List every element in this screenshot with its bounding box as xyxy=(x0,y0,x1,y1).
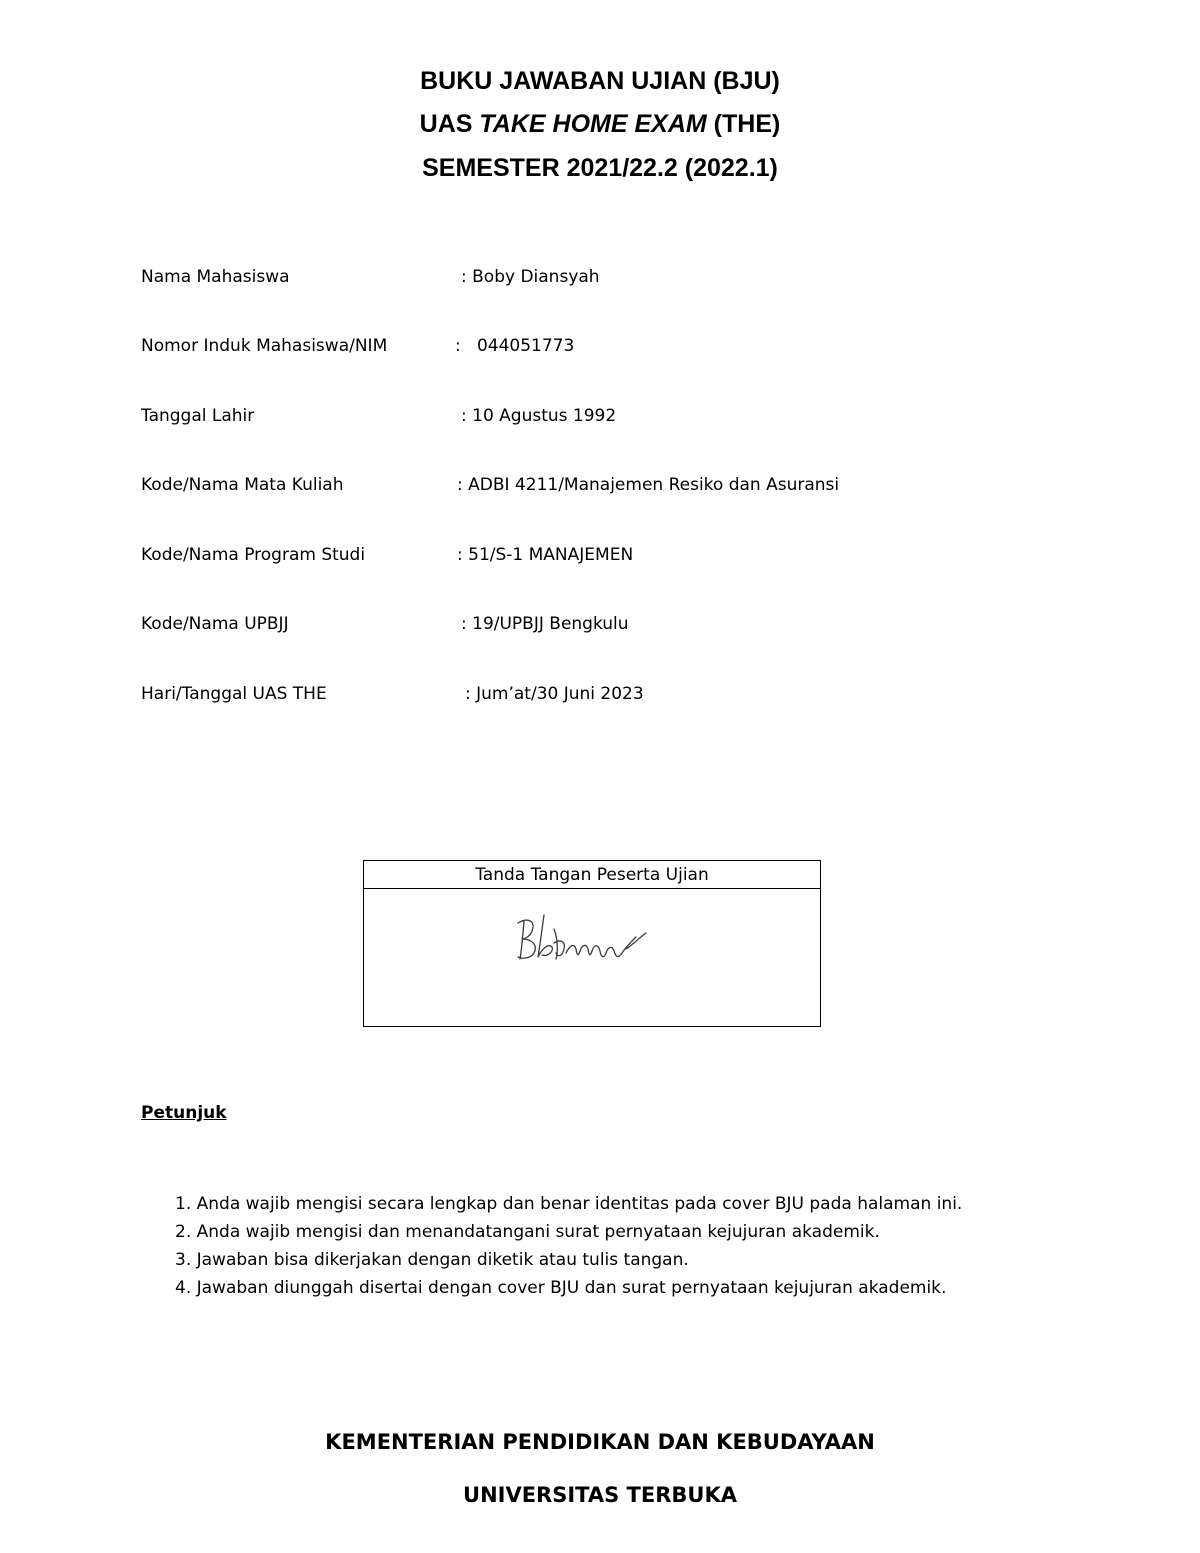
handwritten-signature xyxy=(514,909,654,971)
instruction-item: 2. Anda wajib mengisi dan menandatangani surat pernyataan kejujuran akademik. xyxy=(175,1222,880,1242)
field-value-mata-kuliah: : ADBI 4211/Manajemen Resiko dan Asuransi xyxy=(457,475,840,495)
subtitle-prefix: UAS xyxy=(419,110,480,138)
subtitle-italic: TAKE HOME EXAM xyxy=(479,110,707,138)
field-label-upbjj: Kode/Nama UPBJJ xyxy=(141,614,289,634)
instruction-item: 4. Jawaban diunggah disertai dengan cover BJU dan surat pernyataan kejujuran akademik. xyxy=(175,1278,947,1298)
semester-title: SEMESTER 2021/22.2 (2022.1) xyxy=(422,154,778,182)
document-subtitle xyxy=(0,109,1200,139)
field-row-upbjj xyxy=(141,611,1041,637)
document-title: BUKU JAWABAN UJIAN (BJU) xyxy=(420,67,780,95)
field-row-nim xyxy=(141,333,1041,359)
footer-university: UNIVERSITAS TERBUKA xyxy=(463,1483,737,1507)
subtitle-suffix: (THE) xyxy=(706,110,781,138)
field-label-program-studi: Kode/Nama Program Studi xyxy=(141,545,366,565)
field-value-nim: : 044051773 xyxy=(455,336,575,356)
instructions-list xyxy=(175,1190,1075,1302)
signature-box-header: Tanda Tangan Peserta Ujian xyxy=(364,861,820,889)
footer-ministry: KEMENTERIAN PENDIDIKAN DAN KEBUDAYAAN xyxy=(325,1430,875,1454)
field-value-tanggal-uas: : Jum’at/30 Juni 2023 xyxy=(465,684,644,704)
instruction-item: 1. Anda wajib mengisi secara lengkap dan benar identitas pada cover BJU pada halaman ini. xyxy=(175,1194,963,1214)
field-value-nama: : Boby Diansyah xyxy=(461,267,600,287)
field-row-program-studi xyxy=(141,542,1041,568)
field-row-tanggal-uas xyxy=(141,681,1041,707)
signature-box xyxy=(363,860,821,1027)
field-value-tanggal-lahir: : 10 Agustus 1992 xyxy=(461,406,617,426)
field-row-nama xyxy=(141,264,1041,290)
field-label-nama: Nama Mahasiswa xyxy=(141,267,290,287)
field-row-mata-kuliah xyxy=(141,472,1041,498)
field-label-tanggal-uas: Hari/Tanggal UAS THE xyxy=(141,684,327,704)
instruction-item: 3. Jawaban bisa dikerjakan dengan diketik atau tulis tangan. xyxy=(175,1250,689,1270)
instructions-heading: Petunjuk xyxy=(141,1103,227,1123)
field-value-program-studi: : 51/S-1 MANAJEMEN xyxy=(457,545,634,565)
field-value-upbjj: : 19/UPBJJ Bengkulu xyxy=(461,614,629,634)
field-row-tanggal-lahir xyxy=(141,403,1041,429)
field-label-nim: Nomor Induk Mahasiswa/NIM xyxy=(141,336,388,356)
field-label-mata-kuliah: Kode/Nama Mata Kuliah xyxy=(141,475,344,495)
field-label-tanggal-lahir: Tanggal Lahir xyxy=(141,406,255,426)
